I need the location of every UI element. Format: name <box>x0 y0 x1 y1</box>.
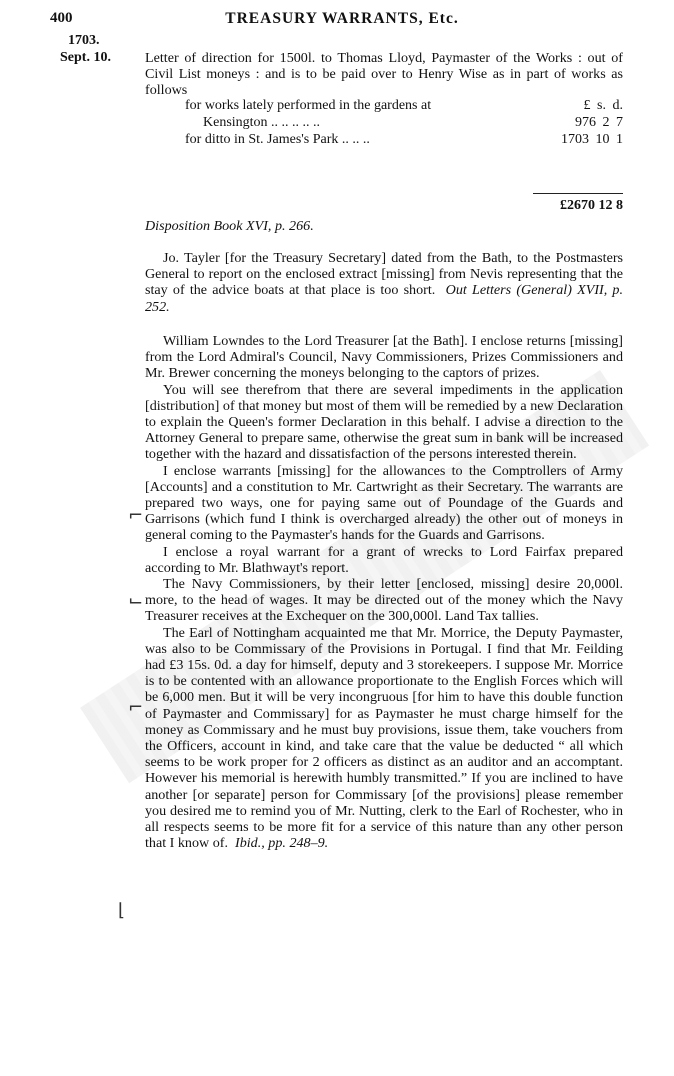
shillings-header: s. <box>597 98 606 113</box>
entry-reference: Out Letters (General) XVII, p. 252. <box>145 282 624 315</box>
page-header <box>50 10 634 32</box>
margin-date: Sept. 10. <box>60 50 111 65</box>
pencil-bracket-mark: ⌊ <box>118 900 126 921</box>
pounds-value: 1703 <box>561 132 589 147</box>
page-number: 400 <box>50 10 73 26</box>
account-row-desc: for works lately performed in the gardens at <box>185 98 432 113</box>
paragraph: The Navy Commissioners, by their letter [enclosed, missing] desire 20,000l. more, to the head of wages. It may be directed out of the money which the Navy Treasurer receives at the Exchequer on the 300,000l. Land Tax tallies. <box>145 576 623 625</box>
paragraph: The Earl of Nottingham acquainted me that Mr. Morrice, the Deputy Paymaster, was also to be Commissary of the Provisions in Portugal. I find that Mr. Feilding had £3 15s. 0d. a day for himself, deputy and 3 storekeepers. I suppose Mr. Morrice is to be contented with an allowance proportionate to the English Forces which will be 6,000 men. But it will be very incongruous [for him to have this double function of Paymaster and Commissary] for as Paymaster he must charge himself for the money as Commissary and he must buy provisions, issue them, take vouchers from the Officers, account in kind, and take care that the value be deducted “ all which seems to be work proper for 2 officers as distinct as an auditor and an accomptant. However his memorial is herewith humbly transmitted.” If you are inclined to have another [or separate] person for Commissary [of the provisions] please remember you desired me to remind you of Mr. Nutting, clerk to the Earl of Rochester, who in all respects seems to be more fit for a service of this nature than any other person that I know of. <box>145 624 623 852</box>
entry-letter-of-direction: Letter of direction for 1500l. to Thomas Lloyd, Paymaster of the Works : out of Civil List moneys : and is to be paid over to Henry Wise as in part of works as follows <box>145 50 623 99</box>
account-row-desc: Kensington .. .. .. .. .. <box>203 115 321 130</box>
paragraph: William Lowndes to the Lord Treasurer [at the Bath]. I enclose returns [missing] from the Lord Admiral's Council, Navy Commissioners, Prizes Commissioners and Mr. Brewer concerning the moneys belonging to the captors of prizes. <box>145 333 623 382</box>
pencil-bracket-mark: ⌙ <box>128 590 144 611</box>
shillings-value: 10 <box>595 132 610 147</box>
account-row-desc: for ditto in St. James's Park .. .. .. <box>185 132 370 147</box>
pence-value: 7 <box>616 115 623 130</box>
entry-lowndes-letter <box>145 333 623 852</box>
entry-tayler-letter <box>145 250 623 315</box>
paragraph: I enclose a royal warrant for a grant of wrecks to Lord Fairfax prepared according to Mr. Blathwayt's report. <box>145 543 623 576</box>
pence-header: d. <box>612 98 623 113</box>
account-total: £2670 12 8 <box>560 198 623 213</box>
margin-year: 1703. <box>68 33 100 48</box>
disposition-reference: Disposition Book XVI, p. 266. <box>145 218 314 234</box>
pencil-bracket-mark: ⌐ <box>128 505 144 526</box>
paragraph: You will see therefrom that there are several impediments in the application [distribution] of that money but most of them will be remedied by a new Declaration to explain the Queen's former Declaration in this behalf. I advise a direction to the Attorney General to prepare same, otherwise the great sum in bank will be increased together with the hazard and dissatisfaction of the persons interested therein. <box>145 381 623 463</box>
pounds-header: £ <box>583 98 591 113</box>
pounds-value: 976 <box>575 115 596 130</box>
entry-text: Jo. Tayler [for the Treasury Secretary] dated from the Bath, to the Postmasters General to report on the enclosed extract [missing] from Nevis representing that the stay of the advice boats at that place is too short. <box>145 250 623 299</box>
shillings-value: 2 <box>602 115 610 130</box>
total-rule <box>533 193 623 194</box>
pence-value: 1 <box>616 132 623 147</box>
paragraph: I enclose warrants [missing] for the allowances to the Comptrollers of Army [Accounts] and a constitution to Mr. Cartwright as their Secretary. The warrants are prepared two ways, one for paying same out of Poundage of the Guards and Garrisons (which fund I think is overcharged already) the other out of moneys in general coming to the Paymaster's hands for the Guards and Garrisons. <box>145 462 623 544</box>
entry-reference: Ibid., pp. 248–9. <box>235 835 329 852</box>
running-title: TREASURY WARRANTS, Etc. <box>225 10 459 27</box>
pencil-bracket-mark: ⌐ <box>128 697 144 718</box>
